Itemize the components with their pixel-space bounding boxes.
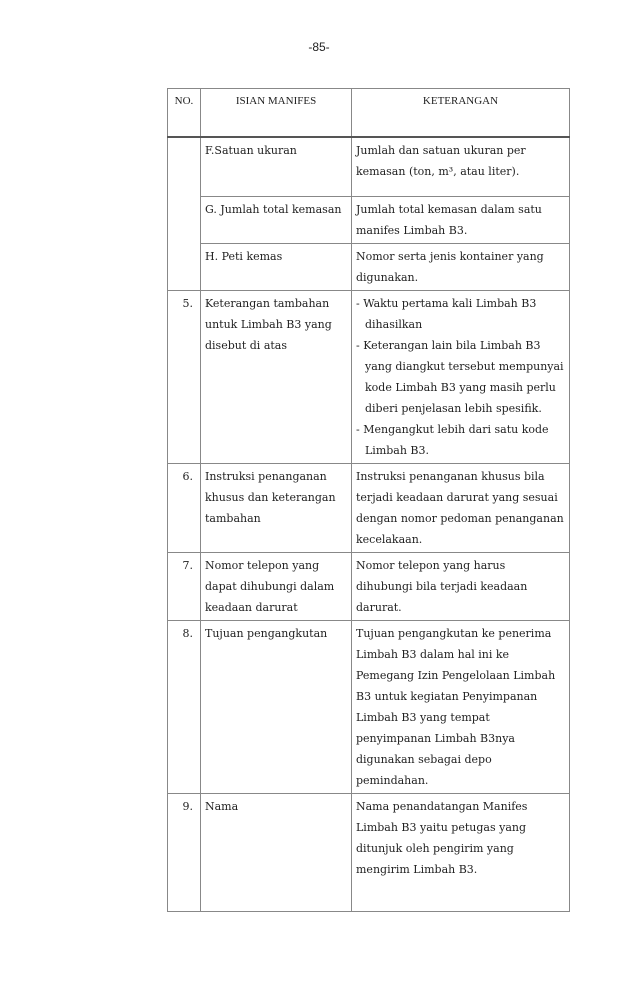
header-item: ISIAN MANIFES (201, 89, 352, 138)
table-row (168, 243, 570, 290)
table-row (168, 620, 570, 793)
row-number-cell (168, 137, 201, 290)
table-header-row (168, 89, 570, 138)
bullet-item: - Keterangan lain bila Limbah B3 yang diangkut tersebut mempunyai kode Limbah B3 yang masih perlu diberi penjelasan lebih spesifik. (356, 338, 564, 415)
header-desc: KETERANGAN (352, 89, 570, 138)
desc-cell (352, 290, 570, 463)
row-number: 6. (168, 463, 201, 552)
item-cell: Tujuan pengangkutan (201, 620, 352, 793)
item-cell: G. Jumlah total kemasan (201, 196, 352, 243)
row-number: 5. (168, 290, 201, 463)
header-no: NO. (168, 89, 201, 138)
row-number: 8. (168, 620, 201, 793)
row-number: 9. (168, 793, 201, 911)
item-cell: Nama (201, 793, 352, 911)
table-row (168, 196, 570, 243)
item-cell: Nomor telepon yang dapat dihubungi dalam keadaan darurat (201, 552, 352, 620)
item-cell: H. Peti kemas (201, 243, 352, 290)
page-number: -85- (308, 40, 330, 54)
table-row (168, 290, 570, 463)
desc-cell: Tujuan pengangkutan ke penerima Limbah B3 dalam hal ini ke Pemegang Izin Pengelolaan Limbah B3 untuk kegiatan Penyimpanan Limbah B3 yang tempat penyimpanan Limbah B3nya digunakan sebagai depo pemindahan. (352, 620, 570, 793)
row-number: 7. (168, 552, 201, 620)
desc-cell: Jumlah total kemasan dalam satu manifes Limbah B3. (352, 196, 570, 243)
desc-cell: Instruksi penanganan khusus bila terjadi keadaan darurat yang sesuai dengan nomor pedoman penanganan kecelakaan. (352, 463, 570, 552)
item-cell: Keterangan tambahan untuk Limbah B3 yang disebut di atas (201, 290, 352, 463)
table-row (168, 463, 570, 552)
bullet-item: - Waktu pertama kali Limbah B3 dihasilkan (356, 296, 537, 331)
item-cell: Instruksi penanganan khusus dan keterangan tambahan (201, 463, 352, 552)
manifest-table (167, 88, 570, 912)
table-row (168, 552, 570, 620)
desc-cell: Jumlah dan satuan ukuran per kemasan (ton, m³, atau liter). (352, 137, 570, 196)
item-cell: F.Satuan ukuran (201, 137, 352, 196)
table-row (168, 137, 570, 196)
bullet-list (356, 293, 565, 461)
table-row (168, 793, 570, 911)
desc-cell: Nomor serta jenis kontainer yang digunakan. (352, 243, 570, 290)
desc-cell: Nama penandatangan Manifes Limbah B3 yaitu petugas yang ditunjuk oleh pengirim yang mengirim Limbah B3. (352, 793, 570, 911)
desc-cell: Nomor telepon yang harus dihubungi bila terjadi keadaan darurat. (352, 552, 570, 620)
bullet-item: - Mengangkut lebih dari satu kode Limbah B3. (356, 422, 549, 457)
